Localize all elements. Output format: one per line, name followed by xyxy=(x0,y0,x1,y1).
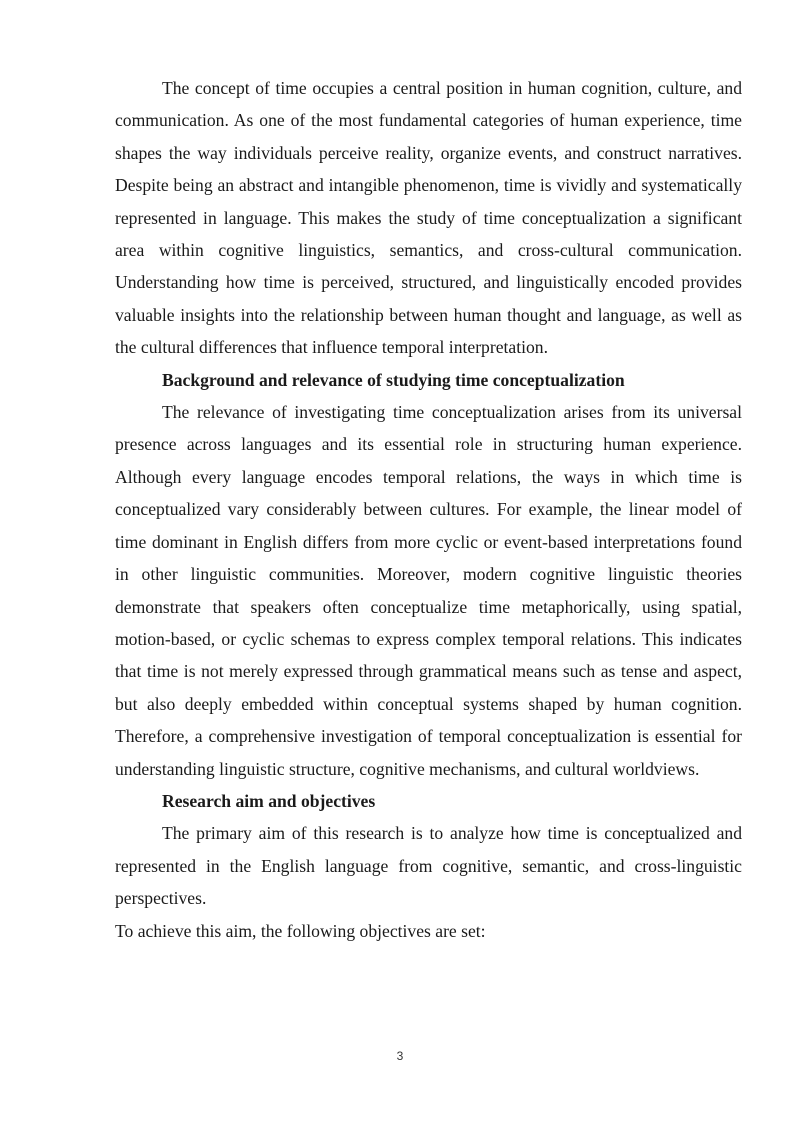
page-number: 3 xyxy=(396,1049,404,1063)
document-body xyxy=(115,72,742,947)
background-heading: Background and relevance of studying time conceptualization xyxy=(162,369,625,390)
objectives-intro: To achieve this aim, the following objectives are set: xyxy=(115,920,486,941)
intro-paragraph: The concept of time occupies a central position in human cognition, culture, and communication. As one of the most fundamental categories of human experience, time shapes the way individuals perceive reality, organize events, and construct narratives. Despite being an abstract and intangible phenomenon, time is vividly and systematically represented in language. This makes the study of time conceptualization a significant area within cognitive linguistics, semantics, and cross-cultural communication. Understanding how time is perceived, structured, and linguistically encoded provides valuable insights into the relationship between human thought and language, as well as the cultural differences that influence temporal interpretation. xyxy=(115,78,742,358)
background-paragraph: The relevance of investigating time conceptualization arises from its universal presence across languages and its essential role in structuring human experience. Although every language encodes temporal relations, the ways in which time is conceptualized vary considerably between cultures. For example, the linear model of time dominant in English differs from more cyclic or event-based interpretations found in other linguistic communities. Moreover, modern cognitive linguistic theories demonstrate that speakers often conceptualize time metaphorically, using spatial, motion-based, or cyclic schemas to express complex temporal relations. This indicates that time is not merely expressed through grammatical means such as tense and aspect, but also deeply embedded within conceptual systems shaped by human cognition. Therefore, a comprehensive investigation of temporal conceptualization is essential for understanding linguistic structure, cognitive mechanisms, and cultural worldviews. xyxy=(115,402,742,779)
aims-heading: Research aim and objectives xyxy=(162,790,376,811)
aim-paragraph: The primary aim of this research is to analyze how time is conceptualized and represented in the English language from cognitive, semantic, and cross-linguistic perspectives. xyxy=(115,823,742,909)
